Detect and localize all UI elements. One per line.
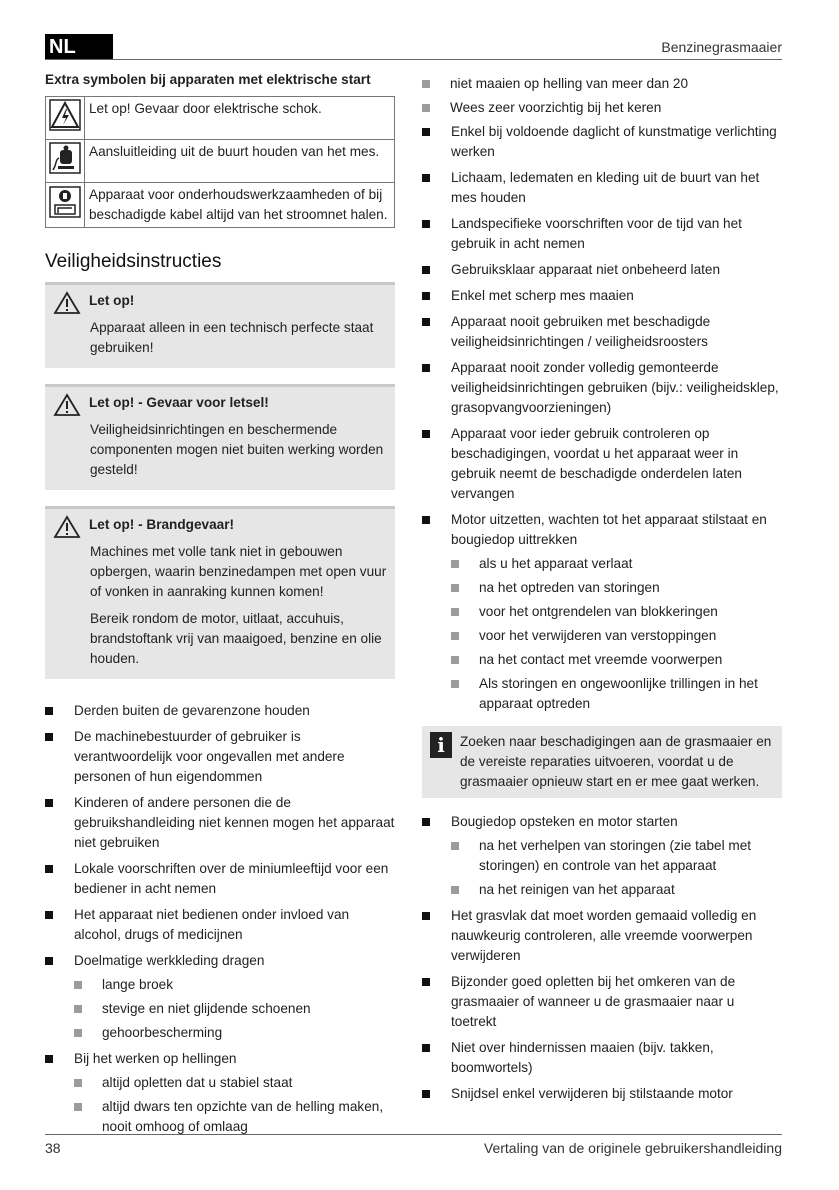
sub-list-item: na het verhelpen van storingen (zie tabel met storingen) en controle van het apparaat xyxy=(451,836,782,876)
list-item: De machinebestuurder of gebruiker is verantwoordelijk voor ongevallen met andere personen of hun eigendommen xyxy=(45,727,395,787)
sub-list-item: gehoorbescherming xyxy=(74,1023,395,1043)
header-title: Benzinegrasmaaier xyxy=(661,39,782,55)
right-column xyxy=(422,70,782,1110)
list-item: Doelmatige werkkleding dragen lange broek stevige en niet glijdende schoenen gehoorbescherming xyxy=(45,951,395,1043)
warning-title: Let op! - Brandgevaar! xyxy=(89,517,235,532)
symbol-icon-cell xyxy=(46,140,85,183)
list-item: Het apparaat niet bedienen onder invloed van alcohol, drugs of medicijnen xyxy=(45,905,395,945)
warning-triangle-icon xyxy=(53,393,81,417)
symbol-text: Let op! Gevaar door elektrische schok. xyxy=(85,97,395,140)
warning-triangle-icon xyxy=(53,515,81,539)
list-item: Derden buiten de gevarenzone houden xyxy=(45,701,395,721)
list-item: Het grasvlak dat moet worden gemaaid volledig en nauwkeurig controleren, alle vreemde voorwerpen verwijderen xyxy=(422,906,782,966)
sub-list-item: lange broek xyxy=(74,975,395,995)
list-item: Apparaat nooit gebruiken met beschadigde veiligheidsinrichtingen / veiligheidsroosters xyxy=(422,312,782,352)
section-title: Veiligheidsinstructies xyxy=(45,251,222,272)
footer-text: Vertaling van de originele gebruikershandleiding xyxy=(483,1140,782,1156)
safety-list-left xyxy=(45,701,395,1137)
symbols-heading: Extra symbolen bij apparaten met elektrische start xyxy=(45,72,371,87)
sub-list-item: als u het apparaat verlaat xyxy=(451,554,782,574)
unplug-before-maintenance-icon xyxy=(49,186,81,218)
symbols-table xyxy=(45,96,395,228)
left-column xyxy=(45,70,395,1143)
sub-list-item: altijd opletten dat u stabiel staat xyxy=(74,1073,395,1093)
sub-list-item: Wees zeer voorzichtig bij het keren xyxy=(422,98,782,118)
symbol-icon-cell xyxy=(46,97,85,140)
list-item: Bijzonder goed opletten bij het omkeren van de grasmaaier of wanneer u de grasmaaier naar u toetrekt xyxy=(422,972,782,1032)
list-item: Apparaat voor ieder gebruik controleren op beschadigingen, voordat u het apparaat weer in gebruik neemt de beschadigde onderdelen laten vervangen xyxy=(422,424,782,504)
symbol-icon-cell xyxy=(46,183,85,228)
list-item: Niet over hindernissen maaien (bijv. takken, boomwortels) xyxy=(422,1038,782,1078)
sub-list-item: voor het verwijderen van verstoppingen xyxy=(451,626,782,646)
page-number: 38 xyxy=(45,1140,61,1156)
electric-shock-warning-icon xyxy=(49,99,81,131)
warning-box xyxy=(45,282,395,368)
warning-text: Veiligheidsinrichtingen en beschermende componenten mogen niet buiten werking worden gesteld! xyxy=(90,422,384,477)
warning-box xyxy=(45,506,395,679)
symbol-text: Aansluitleiding uit de buurt houden van het mes. xyxy=(85,140,395,183)
list-item: Landspecifieke voorschriften voor de tijd van het gebruik in acht nemen xyxy=(422,214,782,254)
header-divider xyxy=(45,59,782,60)
symbol-row xyxy=(46,140,395,183)
list-item: Motor uitzetten, wachten tot het apparaat stilstaat en bougiedop uittrekken als u het apparaat verlaat na het optreden van storingen voor het ontgrendelen van blokkeringen voor het verwijderen van verstoppingen na het contact met vreemde voorwerpen Als storingen en ongewoonlijke trillingen in het apparaat optreden xyxy=(422,510,782,714)
cable-away-from-blade-icon xyxy=(49,142,81,174)
footer-divider xyxy=(45,1134,782,1135)
list-item: Enkel bij voldoende daglicht of kunstmatige verlichting werken xyxy=(422,122,782,162)
safety-list-right xyxy=(422,122,782,714)
list-item: Bij het werken op hellingen altijd opletten dat u stabiel staat altijd dwars ten opzichte van de helling maken, nooit omhoog of omlaag xyxy=(45,1049,395,1137)
sub-list-item: altijd dwars ten opzichte van de helling maken, nooit omhoog of omlaag xyxy=(74,1097,395,1137)
sub-list-item: na het optreden van storingen xyxy=(451,578,782,598)
symbol-row xyxy=(46,183,395,228)
sub-list-item: niet maaien op helling van meer dan 20 xyxy=(422,74,782,94)
symbol-text: Apparaat voor onderhoudswerkzaamheden of bij beschadigde kabel altijd van het stroomnet halen. xyxy=(85,183,395,228)
list-item: Kinderen of andere personen die de gebruikshandleiding niet kennen mogen het apparaat niet gebruiken xyxy=(45,793,395,853)
sub-list-item: voor het ontgrendelen van blokkeringen xyxy=(451,602,782,622)
warning-text: Bereik rondom de motor, uitlaat, accuhuis, brandstoftank vrij van maaigoed, benzine en olie houden. xyxy=(90,611,382,666)
symbol-row xyxy=(46,97,395,140)
warning-title: Let op! - Gevaar voor letsel! xyxy=(89,395,269,410)
warning-box xyxy=(45,384,395,490)
warning-text: Machines met volle tank niet in gebouwen opbergen, waarin benzinedampen met open vuur of vonken in aanraking kunnen komen! xyxy=(90,544,387,599)
warning-title: Let op! xyxy=(89,293,135,308)
list-item: Enkel met scherp mes maaien xyxy=(422,286,782,306)
list-item: Lichaam, ledematen en kleding uit de buurt van het mes houden xyxy=(422,168,782,208)
sub-list-item: na het reinigen van het apparaat xyxy=(451,880,782,900)
info-note xyxy=(422,726,782,798)
language-badge: NL xyxy=(45,34,113,60)
safety-list-right-2 xyxy=(422,812,782,1104)
sub-list-item: na het contact met vreemde voorwerpen xyxy=(451,650,782,670)
list-item: Snijdsel enkel verwijderen bij stilstaande motor xyxy=(422,1084,782,1104)
warning-triangle-icon xyxy=(53,291,81,315)
info-icon: i xyxy=(430,732,452,758)
info-text: Zoeken naar beschadigingen aan de grasmaaier en de vereiste reparaties uitvoeren, voordat u de grasmaaier opnieuw start en er mee gaat werken. xyxy=(460,734,772,789)
list-item: Gebruiksklaar apparaat niet onbeheerd laten xyxy=(422,260,782,280)
continued-sub-list xyxy=(422,74,782,118)
list-item: Bougiedop opsteken en motor starten na het verhelpen van storingen (zie tabel met storingen) en controle van het apparaat na het reinigen van het apparaat xyxy=(422,812,782,900)
list-item: Apparaat nooit zonder volledig gemonteerde veiligheidsinrichtingen gebruiken (bijv.: veiligheidsklep, grasopvangvoorzieningen) xyxy=(422,358,782,418)
warning-text: Apparaat alleen in een technisch perfecte staat gebruiken! xyxy=(90,320,374,355)
list-item: Lokale voorschriften over de miniumleeftijd voor een bediener in acht nemen xyxy=(45,859,395,899)
sub-list-item: stevige en niet glijdende schoenen xyxy=(74,999,395,1019)
sub-list-item: Als storingen en ongewoonlijke trillingen in het apparaat optreden xyxy=(451,674,782,714)
